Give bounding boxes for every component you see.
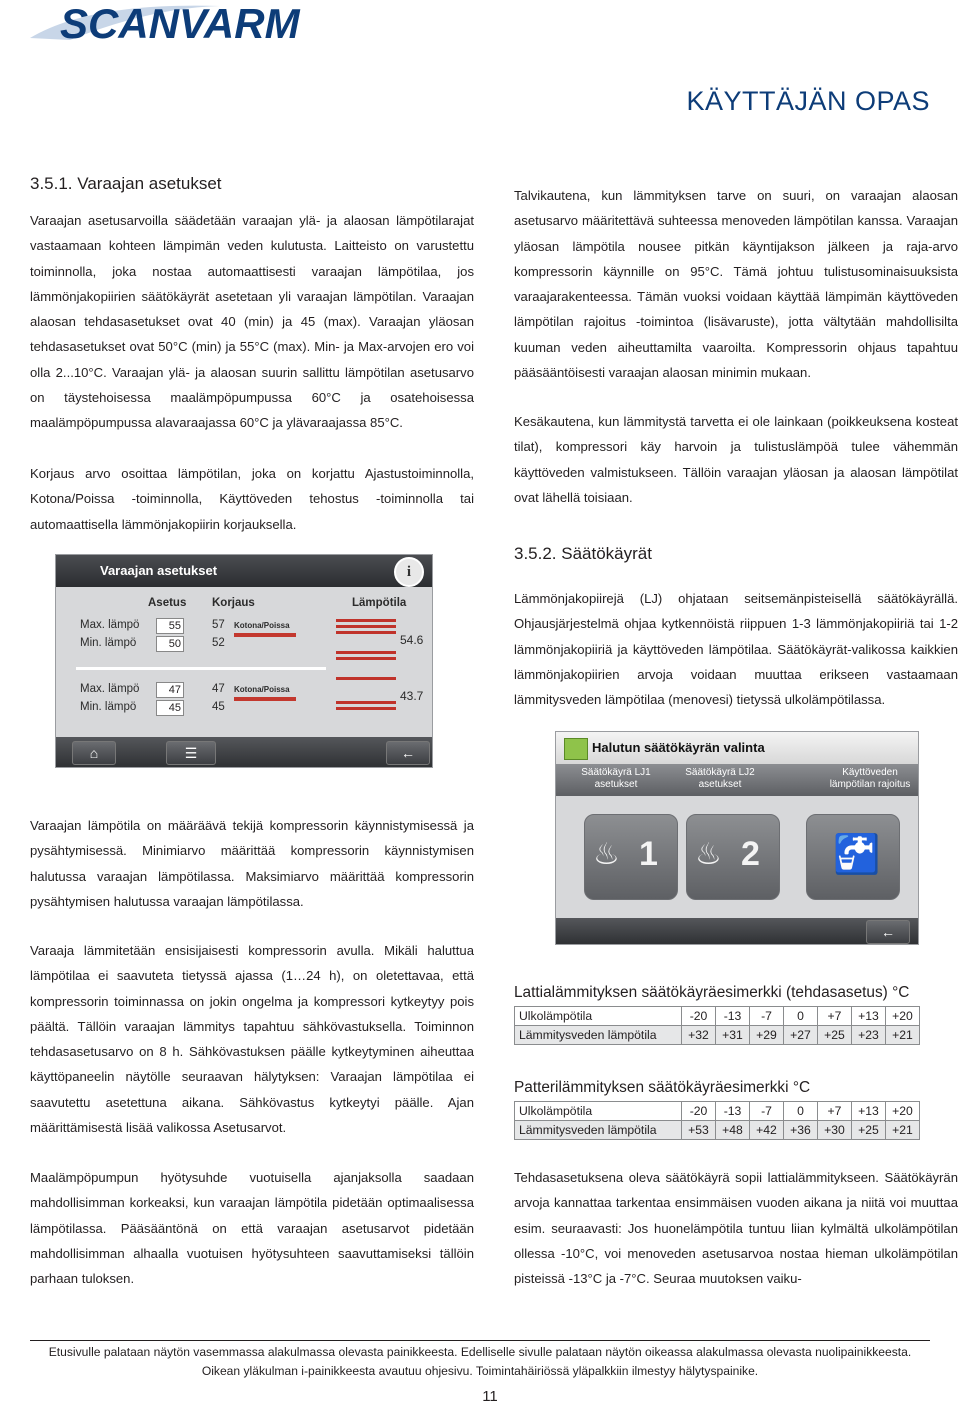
- paragraph-tank-settings: Varaajan asetusarvoilla säädetään varaajan ylä- ja alaosan lämpötilarajat vastaamaan kohteen lämpimän veden kulutusta. Laitteisto on varustettu toiminnolla, joka nostaa automaattisesti varaajan lämpötilaa, jos lämmönjakopiirien säätökäyrät asetetaan yli varaajan lämpötilan. Varaajan alaosan tehdasasetukset ovat 40 (min) ja 45 (max). Varaajan yläosan tehdasasetukset ovat 50°C (min) ja 55°C (max). Min- ja Max-arvojen ero voi olla 2...10°C. Varaajan ylä- ja alaosan suurin sallittu lämpötilan asetusarvo on täystehoisessa maalämpöpumpussa 60°C ja osatehoisessa maalämpöpumpussa alavaraajassa 60°C ja ylävaraajassa 85°C.: [30, 213, 474, 431]
- curve-lj2-button[interactable]: [686, 814, 780, 900]
- cell: +13: [852, 1007, 886, 1026]
- paragraph-winter: Talvikautena, kun lämmityksen tarve on suuri, on varaajan alaosan asetusarvo määritettävä suhteessa menoveden lämpötilan kanssa. Varaajan yläosan lämpötila nousee pitkän käyntijakson jälkeen ja raja-arvo kompressorin käynnille on 95°C. Tämä johtuu tulistusominaisuuksista varaajarakenteessa. Tämän vuoksi voidaan käyttää lämpimän käyttöveden lämpötilan rajoitus -toimintoa (lisävaruste), jotta vältytään mahdollisilta kuuman veden aiheuttamilta vaaroilta. Kompressorin ohjaus tapahtuu pääsääntöisesti varaajan alaosan minimin mukaan.: [514, 188, 958, 381]
- screen-title: Varaajan asetukset: [100, 563, 218, 578]
- heat-icon: ♨: [593, 838, 620, 871]
- tab-dhw-limit[interactable]: Käyttöveden lämpötilan rajoitus: [829, 767, 911, 790]
- mode-indicator-upper: [234, 633, 296, 637]
- home-icon[interactable]: ⌂: [72, 741, 116, 765]
- screen-bottom-bar: [56, 737, 432, 767]
- paragraph-electric-heater: Varaaja lämmitetään ensisijaisesti kompressorin avulla. Mikäli haluttua lämpötilaa ei saavuteta tietyssä ajassa (1…24 h), on oletettavaa, että kompressorin toiminnassa on jokin ongelma ja kompressori kytkeytyy pois päältä. Tällöin varaajan lämmitys tapahtuu sähkövastuksella. Toiminnon tehdasasetusarvo on 8 h. Sähkövastuksen päälle kytkeytyminen aiheuttaa käyttöpaneelin näytölle seuraavan hälytyksen: Varaajan lämpötilaa ei saavutettu asetettuna aikana. Sähkövastus kytkeytyi päälle. Ajan määrittämisestä lisää valikossa Asetusarvot.: [30, 943, 474, 1136]
- row-label: Lämmitysveden lämpötila: [515, 1121, 682, 1140]
- screen-title-bar: [56, 555, 432, 587]
- cell: +20: [886, 1007, 920, 1026]
- temp-lower-value: 43.7: [400, 689, 424, 703]
- tank-lower-gauge: [336, 675, 398, 715]
- cell: +25: [852, 1121, 886, 1140]
- document-title: KÄYTTÄJÄN OPAS: [686, 86, 930, 116]
- info-icon[interactable]: i: [394, 557, 424, 587]
- footer-divider: [30, 1340, 930, 1341]
- cell: +7: [818, 1102, 852, 1121]
- cell: +42: [750, 1121, 784, 1140]
- cell: +21: [886, 1121, 920, 1140]
- table-row: [515, 1121, 920, 1140]
- set-value-max-upper[interactable]: 55: [156, 618, 184, 634]
- row-label-min-upper: Min. lämpö: [80, 637, 137, 649]
- row-label-max-lower: Max. lämpö: [80, 683, 140, 695]
- row-label-min-lower: Min. lämpö: [80, 701, 137, 713]
- curve-lj2-number: 2: [741, 835, 760, 873]
- set-value-min-lower[interactable]: 45: [156, 700, 184, 716]
- row-label: Lämmitysveden lämpötila: [515, 1026, 682, 1045]
- logo-text: SCANVARM: [60, 0, 300, 47]
- table-radiator-title: Patterilämmityksen säätökäyräesimerkki °C: [514, 1079, 811, 1096]
- cell: +27: [784, 1026, 818, 1045]
- paragraph-efficiency: Maalämpöpumpun hyötysuhde vuotuisella ajanjaksolla saadaan mahdollisimman korkeaksi, kun varaajan lämpötila pidetään optimaalisessa lämpötilassa. Pääsääntönä on että varaajan asetusarvot pidetään mahdollisimman alhaalla vuotuisen hyötysuhteen saavuttamiseksi tällöin parhaan tuloksen.: [30, 1170, 474, 1287]
- cell: +20: [886, 1102, 920, 1121]
- heat-icon: ♨: [695, 838, 722, 871]
- corr-value-min-lower: 45: [212, 701, 225, 713]
- set-value-max-lower[interactable]: 47: [156, 682, 184, 698]
- cell: +53: [682, 1121, 716, 1140]
- table-floor-title: Lattialämmityksen säätökäyräesimerkki (tehdasasetus) °C: [514, 984, 910, 1001]
- cell: 0: [784, 1102, 818, 1121]
- screen2-bottom-bar: [556, 918, 918, 944]
- screen2-title: Halutun säätökäyrän valinta: [592, 740, 765, 755]
- curve-lj1-button[interactable]: [584, 814, 678, 900]
- row-label-max-upper: Max. lämpö: [80, 619, 140, 631]
- col-header-asetus: Asetus: [148, 597, 187, 609]
- cell: -13: [716, 1007, 750, 1026]
- table-radiator-heating: [514, 1101, 920, 1140]
- cell: +13: [852, 1102, 886, 1121]
- paragraph-compressor-control: Varaajan lämpötila on määräävä tekijä kompressorin käynnistymisessä ja pysähtymisessä. Minimiarvo määrittää kompressorin käynnistymisen halutussa varaajan lämpötilassa. Maksimiarvo määrittää kompressorin pysähtymisen halutussa varaajan lämpötilassa.: [30, 818, 474, 909]
- curve-selection-screenshot: [555, 731, 919, 945]
- mode-label-lower: Kotona/Poissa: [234, 685, 290, 694]
- tank-upper-gauge: [336, 617, 398, 665]
- temp-upper-value: 54.6: [400, 633, 424, 647]
- dhw-limit-button[interactable]: [806, 814, 900, 900]
- col-header-korjaus: Korjaus: [212, 597, 255, 609]
- scanvarm-logo: [30, 0, 410, 50]
- cell: -13: [716, 1102, 750, 1121]
- table-row: [515, 1102, 920, 1121]
- cell: +23: [852, 1026, 886, 1045]
- cell: -7: [750, 1102, 784, 1121]
- tank-settings-screenshot: [55, 554, 433, 768]
- corr-value-max-lower: 47: [212, 683, 225, 695]
- corr-value-min-upper: 52: [212, 637, 225, 649]
- table-row: [515, 1007, 920, 1026]
- row-label: Ulkolämpötila: [515, 1102, 682, 1121]
- divider: [76, 667, 326, 670]
- cell: -20: [682, 1102, 716, 1121]
- corr-value-max-upper: 57: [212, 619, 225, 631]
- curve-icon: [564, 738, 588, 760]
- back-arrow-icon[interactable]: ←: [386, 741, 430, 765]
- tab-lj2-settings[interactable]: Säätökäyrä LJ2 asetukset: [685, 767, 755, 790]
- back-arrow-icon[interactable]: ←: [866, 920, 910, 944]
- cell: +25: [818, 1026, 852, 1045]
- section-heading-3-5-1: 3.5.1. Varaajan asetukset: [30, 174, 222, 193]
- screen2-title-bar: [556, 732, 918, 764]
- section-heading-3-5-2: 3.5.2. Säätökäyrät: [514, 544, 652, 563]
- cell: -20: [682, 1007, 716, 1026]
- table-floor-heating: [514, 1006, 920, 1045]
- cell: +30: [818, 1121, 852, 1140]
- curve-lj1-number: 1: [639, 835, 658, 873]
- paragraph-summer: Kesäkautena, kun lämmitystä tarvetta ei ole lainkaan (poikkeuksena kosteat tilat), kompressori käy harvoin ja tulistuslämpöä tulee vähemmän käyttöveden valmistukseen. Tällöin varaajan yläosan ja alaosan lämpötilat ovat lähellä toisiaan.: [514, 414, 958, 505]
- col-header-lampotila: Lämpötila: [352, 597, 407, 609]
- paragraph-heating-curves: Lämmönjakopiirejä (LJ) ohjataan seitsemänpisteisellä säätökäyrällä. Ohjausjärjestelmä ohjaa kytkennöistä riippuen 1-3 lämmönjakopiiriä tai 1-2 lämmönjakopiiriä ja käyttöveden lämpötilaa. Säätökäyrät-valikossa kaikkien lämmönjakopiirien arvoja voidaan muuttaa erikseen vastaamaan lämmitysveden lämpötilaa (menovesi) tietyssä ulkolämpötilassa.: [514, 591, 958, 708]
- water-tap-icon: 🚰: [833, 834, 881, 876]
- cell: +21: [886, 1026, 920, 1045]
- cell: 0: [784, 1007, 818, 1026]
- cell: +32: [682, 1026, 716, 1045]
- row-label: Ulkolämpötila: [515, 1007, 682, 1026]
- cell: +31: [716, 1026, 750, 1045]
- mode-label-upper: Kotona/Poissa: [234, 621, 290, 630]
- paragraph-factory-curve: Tehdasasetuksena oleva säätökäyrä sopii lattialämmitykseen. Säätökäyrän arvoja kannattaa tarkentaa ensimmäisen vuoden aikana ja niitä voi muuttaa esim. seuraavasti: Jos huonelämpötila tuntuu liian kylmältä ulkolämpötilan ollessa -10°C, voi menoveden asetusarvoa nostaa hieman ulkolämpötilan pisteissä -13°C ja -7°C. Seuraa muutoksen vaiku-: [514, 1170, 958, 1287]
- cell: +7: [818, 1007, 852, 1026]
- cell: +48: [716, 1121, 750, 1140]
- page-number: 11: [482, 1388, 498, 1405]
- cell: -7: [750, 1007, 784, 1026]
- tab-lj1-settings[interactable]: Säätökäyrä LJ1 asetukset: [581, 767, 651, 790]
- mode-indicator-lower: [234, 697, 296, 701]
- set-value-min-upper[interactable]: 50: [156, 636, 184, 652]
- settings-icon[interactable]: ☰: [166, 741, 216, 765]
- cell: +29: [750, 1026, 784, 1045]
- table-row: [515, 1026, 920, 1045]
- cell: +36: [784, 1121, 818, 1140]
- footer-note: Etusivulle palataan näytön vasemmassa alakulmassa olevasta painikkeesta. Edelliselle sivulle palataan näytön oikeassa alakulmassa olevasta nuolipainikkeesta. Oikean yläkulman i-painikkeesta avautuu ohjesivu. Toimintahäiriössä yläpalkkiin ilmestyy hälytyspainike.: [48, 1345, 912, 1378]
- paragraph-correction: Korjaus arvo osoittaa lämpötilan, joka on korjattu Ajastustoiminnolla, Kotona/Poissa -toiminnolla, Käyttöveden tehostus -toiminnolla tai automaattisella lämmönjakopiirin korjauksella.: [30, 466, 474, 532]
